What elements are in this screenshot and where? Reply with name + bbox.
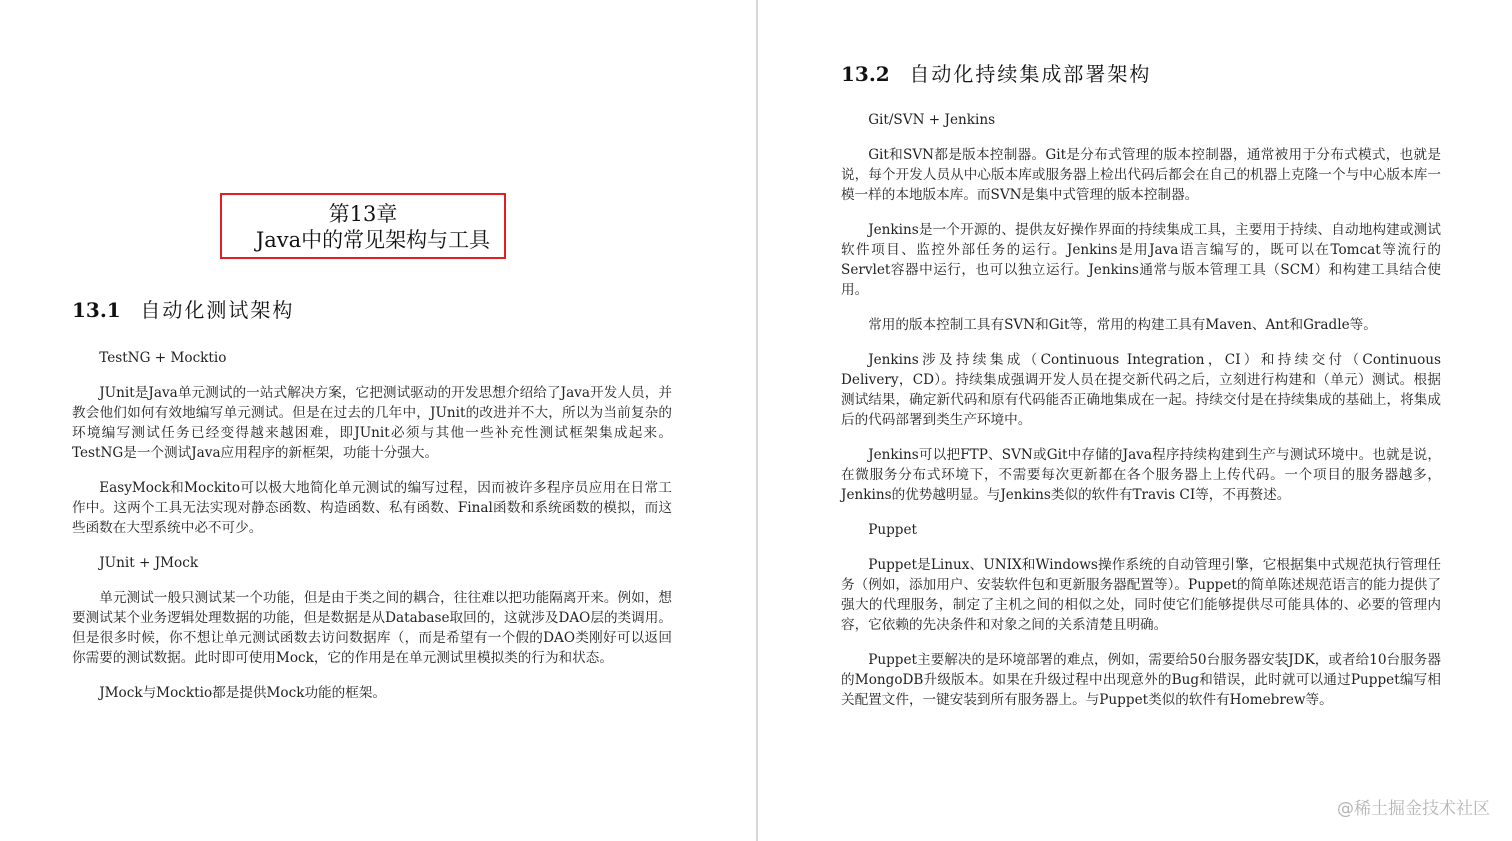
paragraph-unit-test: 单元测试一般只测试某一个功能，但是由于类之间的耦合，往往难以把功能隔离开来。例如，想要测试某个业务逻辑处理数据的功能，但是数据是从Database取回的，这就涉及DAO层的类调用。但是很多时候，你不想让单元测试函数去访问数据库（，而是希望有一个假的DAO类刚好可以返回你需要的测试数据。此时即可使用Mock，它的作用是在单元测试里模拟类的行为和状态。 xyxy=(72,590,672,666)
paragraph-easymock: EasyMock和Mockito可以极大地简化单元测试的编写过程，因而被许多程序员应用在日常工作中。这两个工具无法实现对静态函数、构造函数、私有函数、Final函数和系统函数的模拟，而这些函数在大型系统中必不可少。 xyxy=(72,480,672,536)
paragraph-git-svn: Git和SVN都是版本控制器。Git是分布式管理的版本控制器，通常被用于分布式模式，也就是说，每个开发人员从中心版本库或服务器上检出代码后都会在自己的机器上克隆一个与中心版本库一模一样的本地版本库。而SVN是集中式管理的版本控制器。 xyxy=(841,147,1441,203)
chapter-title-box xyxy=(220,193,506,259)
section-heading-13-2 xyxy=(841,58,1151,87)
chapter-title: Java中的常见架构与工具 xyxy=(255,228,491,252)
subhead-testng-mocktio: TestNG + Mocktio xyxy=(99,350,227,366)
section-title: 自动化持续集成部署架构 xyxy=(909,62,1152,86)
paragraph-jmock: JMock与Mocktio都是提供Mock功能的框架。 xyxy=(99,685,387,701)
subhead-git-svn-jenkins: Git/SVN + Jenkins xyxy=(868,112,996,128)
section-number: 13.2 xyxy=(841,62,890,86)
paragraph-tools: 常用的版本控制工具有SVN和Git等，常用的构建工具有Maven、Ant和Gradle等。 xyxy=(868,317,1377,333)
subhead-puppet: Puppet xyxy=(868,522,918,538)
right-page-body xyxy=(841,110,1441,725)
chapter-number: 第13章 xyxy=(328,202,398,226)
watermark: @稀土掘金技术社区 xyxy=(1337,799,1490,819)
paragraph-puppet-deploy: Puppet主要解决的是环境部署的难点，例如，需要给50台服务器安装JDK，或者给10台服务器的MongoDB升级版本。如果在升级过程中出现意外的Bug和错误，此时就可以通过Puppet编写相关配置文件，一键安装到所有服务器上。与Puppet类似的软件有Homebrew等。 xyxy=(841,652,1441,708)
section-number: 13.1 xyxy=(72,298,121,322)
section-heading-13-1 xyxy=(72,294,294,323)
section-title: 自动化测试架构 xyxy=(140,298,295,322)
subhead-junit-jmock: JUnit + JMock xyxy=(99,555,199,571)
paragraph-jenkins: Jenkins是一个开源的、提供友好操作界面的持续集成工具，主要用于持续、自动地构建或测试软件项目、监控外部任务的运行。Jenkins是用Java语言编写的，既可以在Tomcat等流行的Servlet容器中运行，也可以独立运行。Jenkins通常与版本管理工具（SCM）和构建工具结合使用。 xyxy=(841,222,1441,298)
paragraph-puppet-engine: Puppet是Linux、UNIX和Windows操作系统的自动管理引擎，它根据集中式规范执行管理任务（例如，添加用户、安装软件包和更新服务器配置等）。Puppet的简单陈述规范语言的能力提供了强大的代理服务，制定了主机之间的相似之处，同时使它们能够提供尽可能具体的、必要的管理内容，它依赖的先决条件和对象之间的关系清楚且明确。 xyxy=(841,557,1441,633)
paragraph-ci-cd: Jenkins涉及持续集成（Continuous Integration，CI）和持续交付（Continuous Delivery，CD）。持续集成强调开发人员在提交新代码之后，立刻进行构建和（单元）测试。根据测试结果，确定新代码和原有代码能否正确地集成在一起。持续交付是在持续集成的基础上，将集成后的代码部署到类生产环境中。 xyxy=(841,352,1441,428)
left-page-body xyxy=(72,348,672,718)
paragraph-jenkins-deploy: Jenkins可以把FTP、SVN或Git中存储的Java程序持续构建到生产与测试环境中。也就是说，在微服务分布式环境下，不需要每次更新都在各个服务器上上传代码。一个项目的服务器越多，Jenkins的优势越明显。与Jenkins类似的软件有Travis CI等，不再赘述。 xyxy=(841,447,1441,503)
right-page xyxy=(759,0,1512,841)
paragraph-junit: JUnit是Java单元测试的一站式解决方案，它把测试驱动的开发思想介绍给了Java开发人员，并教会他们如何有效地编写单元测试。但是在过去的几年中，JUnit的改进并不大，所以为当前复杂的环境编写测试任务已经变得越来越困难，即JUnit必须与其他一些补充性测试框架集成起来。TestNG是一个测试Java应用程序的新框架，功能十分强大。 xyxy=(72,385,672,461)
page-divider xyxy=(756,0,758,841)
